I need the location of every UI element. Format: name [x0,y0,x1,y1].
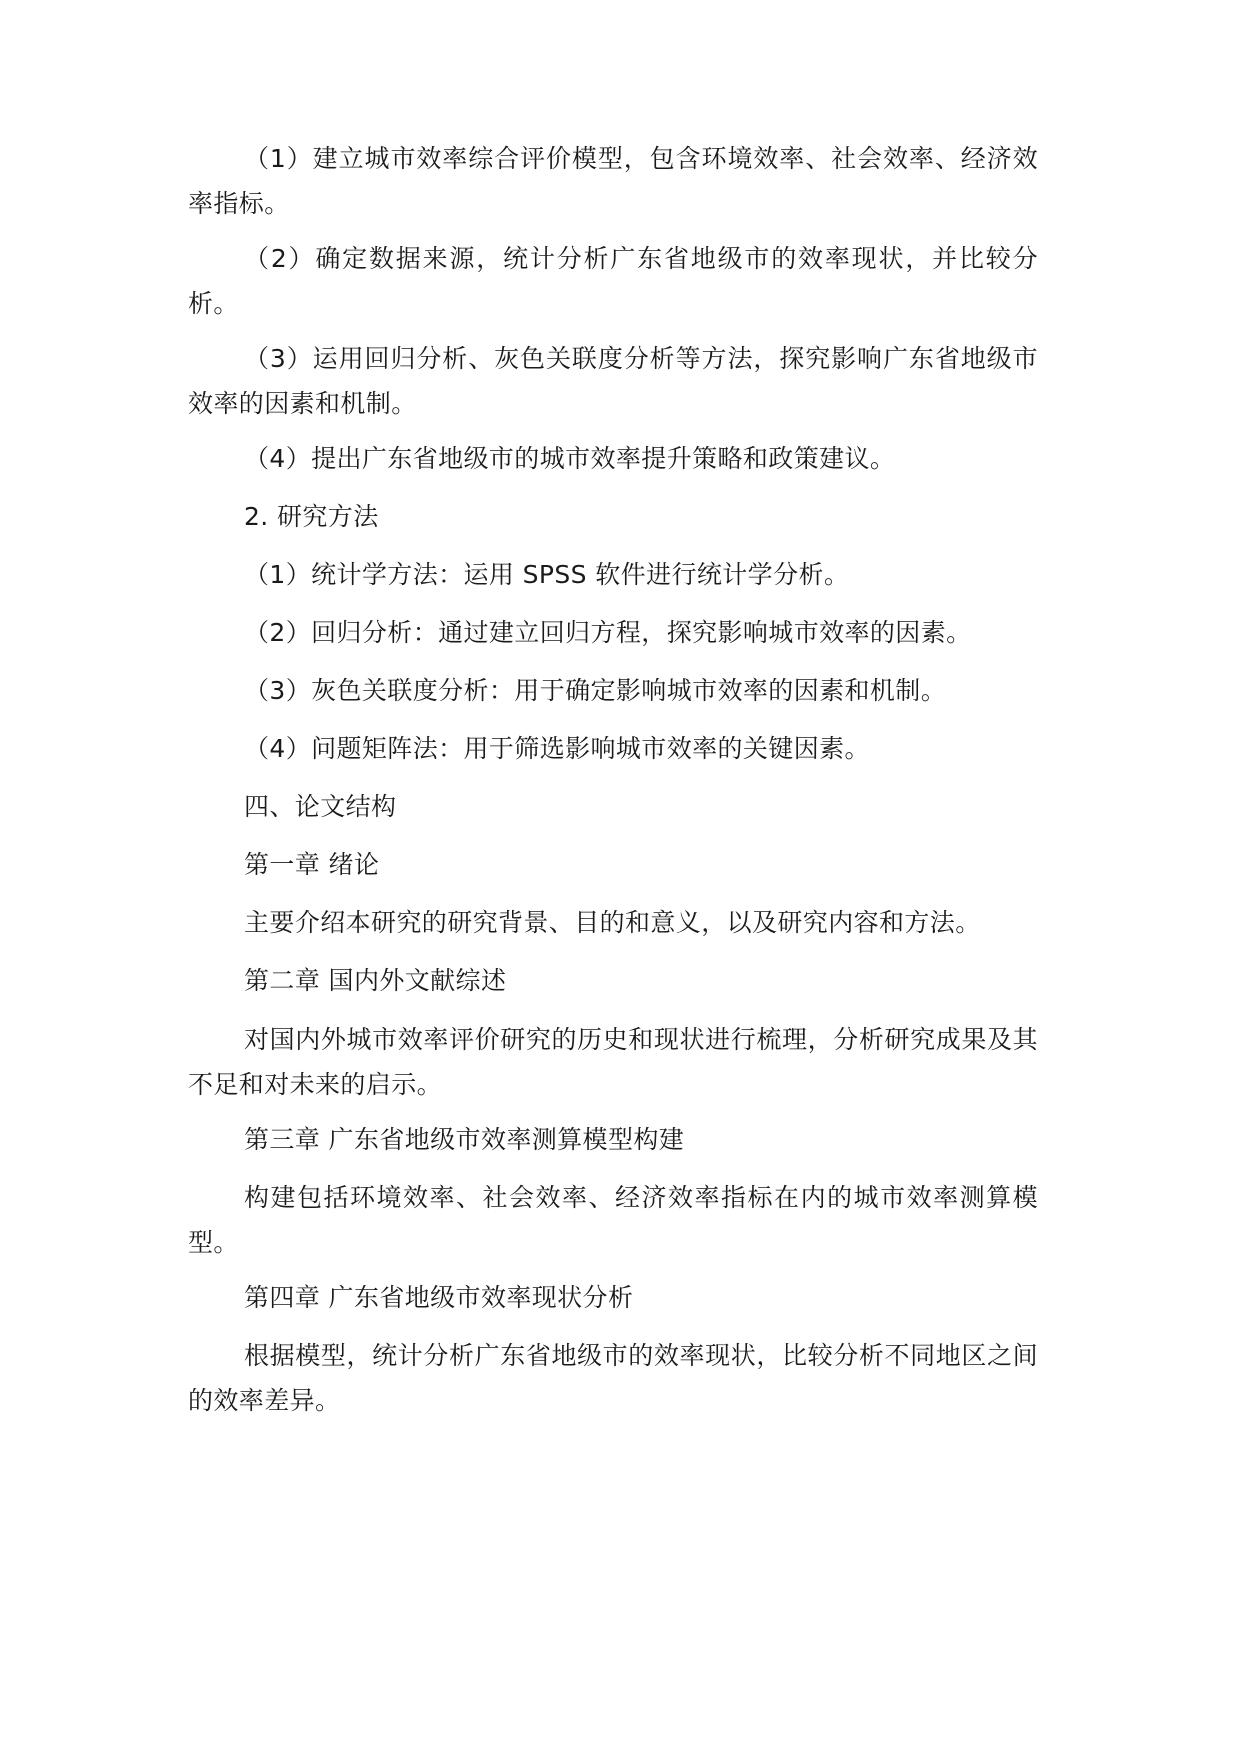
section-heading-thesis-structure: 四、论文结构 [244,792,397,821]
chapter-1-description: 主要介绍本研究的研究背景、目的和意义，以及研究内容和方法。 [244,908,981,937]
section-heading-research-methods: 2. 研究方法 [244,502,379,531]
chapter-4-description: 根据模型，统计分析广东省地级市的效率现状，比较分析不同地区之间的效率差异。 [188,1341,1038,1415]
objective-item-4: （4）提出广东省地级市的城市效率提升策略和政策建议。 [244,444,896,473]
objective-item-3: （3）运用回归分析、灰色关联度分析等方法，探究影响广东省地级市效率的因素和机制。 [188,344,1038,418]
method-item-2: （2）回归分析：通过建立回归方程，探究影响城市效率的因素。 [244,618,972,647]
chapter-2-heading: 第二章 国内外文献综述 [244,966,507,995]
chapter-4-heading: 第四章 广东省地级市效率现状分析 [244,1283,634,1312]
objective-item-1: （1）建立城市效率综合评价模型，包含环境效率、社会效率、经济效率指标。 [188,144,1038,218]
objective-item-2: （2）确定数据来源，统计分析广东省地级市的效率现状，并比较分析。 [188,244,1038,318]
chapter-1-heading: 第一章 绪论 [244,850,380,879]
method-item-4: （4）问题矩阵法：用于筛选影响城市效率的关键因素。 [244,734,870,763]
method-item-1: （1）统计学方法：运用 SPSS 软件进行统计学分析。 [244,560,850,589]
method-item-3: （3）灰色关联度分析：用于确定影响城市效率的因素和机制。 [244,676,947,705]
chapter-3-description: 构建包括环境效率、社会效率、经济效率指标在内的城市效率测算模型。 [188,1183,1038,1257]
chapter-3-heading: 第三章 广东省地级市效率测算模型构建 [244,1125,685,1154]
chapter-2-description: 对国内外城市效率评价研究的历史和现状进行梳理，分析研究成果及其不足和对未来的启示。 [188,1025,1038,1099]
